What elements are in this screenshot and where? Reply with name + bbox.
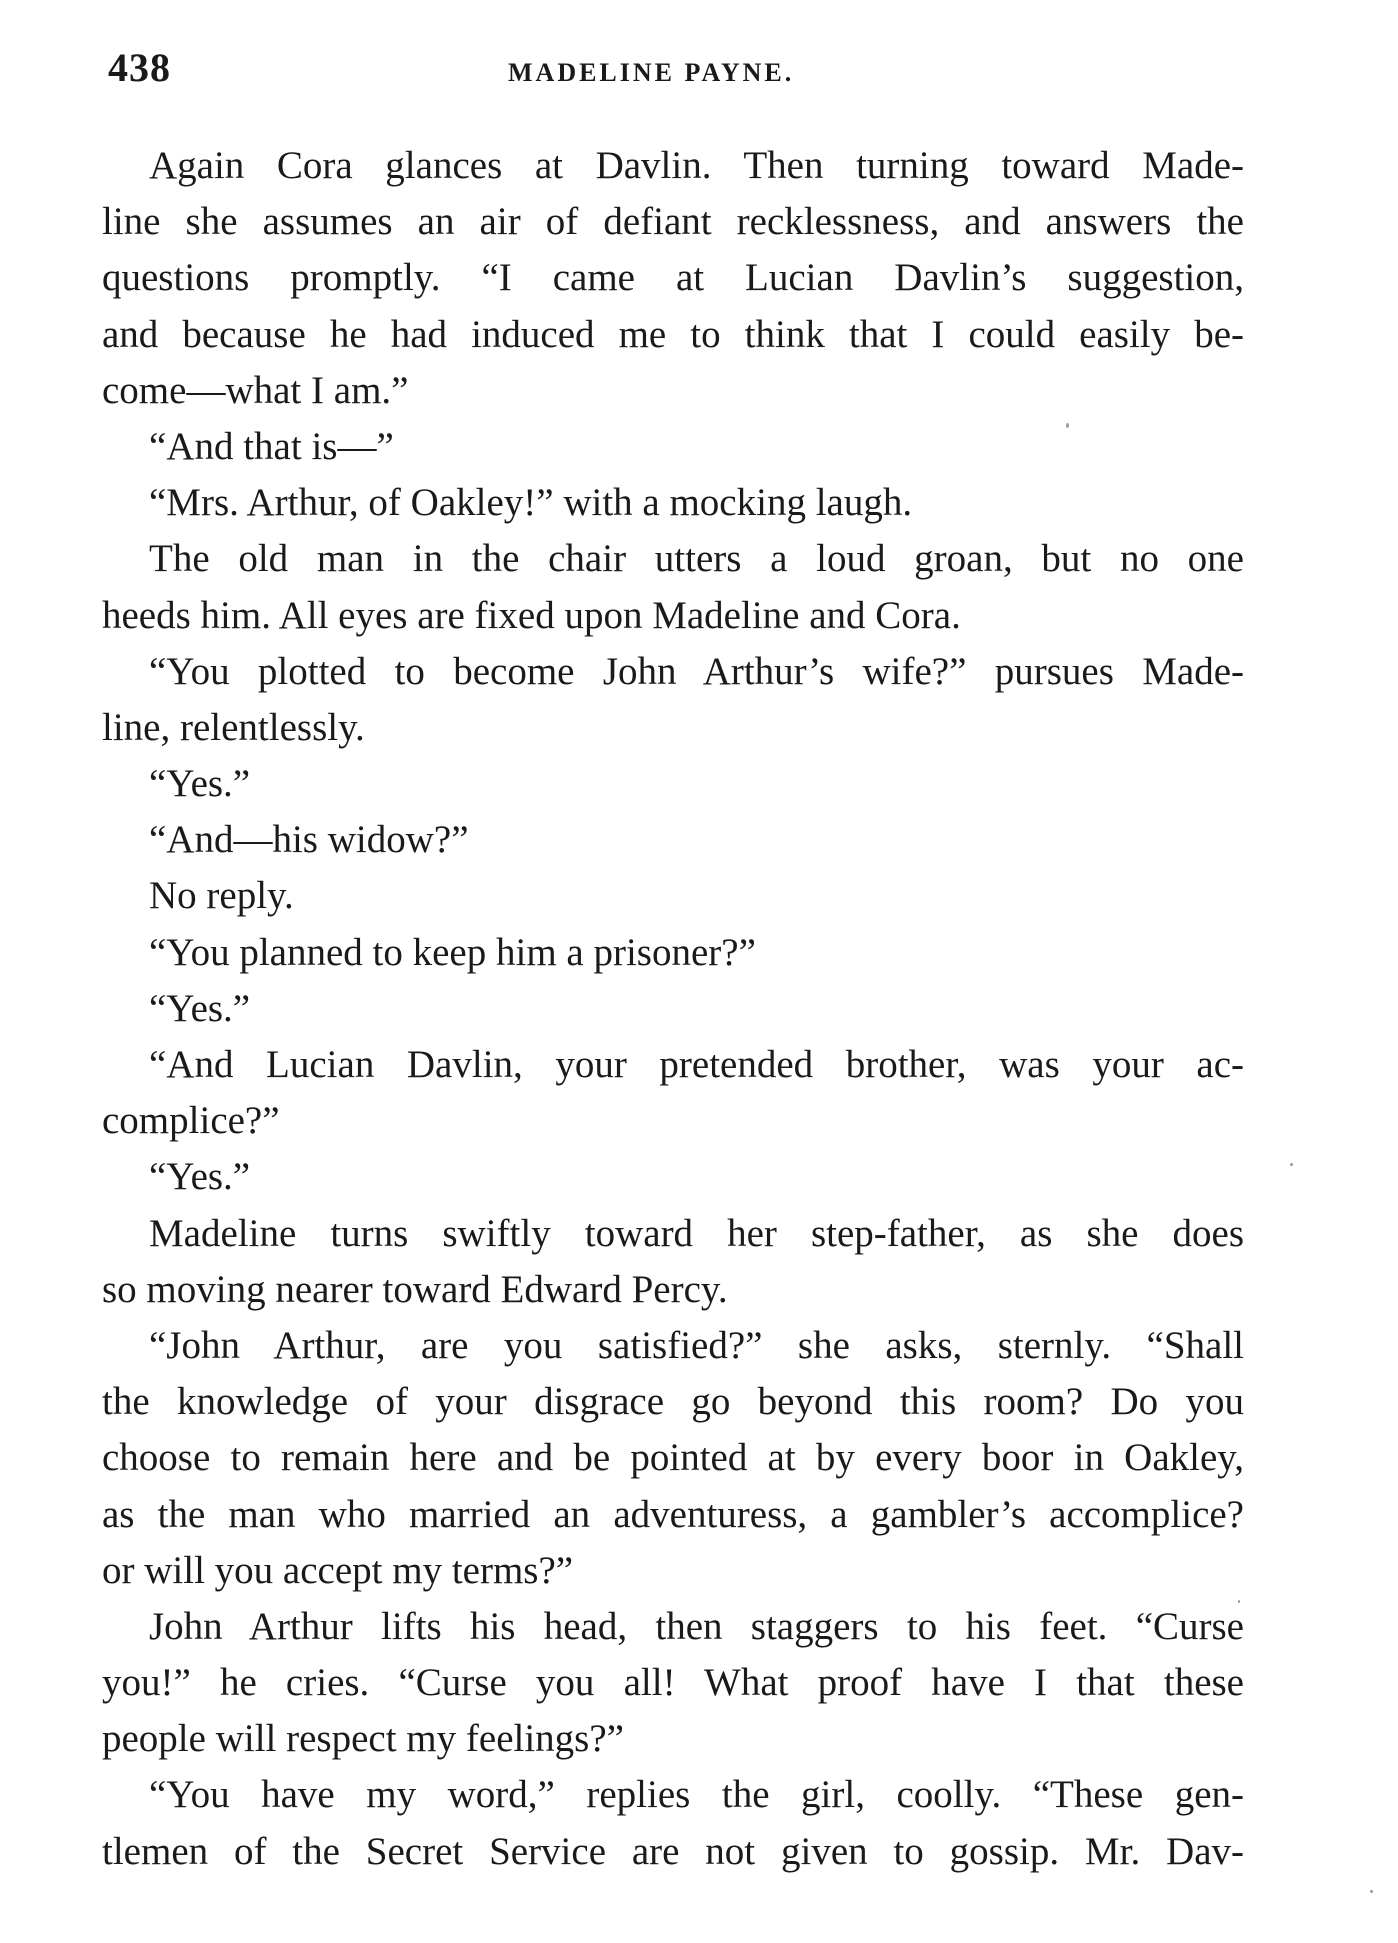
text-line: “John Arthur, are you satisfied?” she asks, sternly. “Shall: [149, 1323, 1244, 1367]
text-line: “And—his widow?”: [149, 818, 469, 862]
text-line: and because he had induced me to think that I could easily be-: [102, 312, 1244, 356]
text-line: tlemen of the Secret Service are not given to gossip. Mr. Dav-: [102, 1829, 1244, 1873]
text-line: John Arthur lifts his head, then staggers to his feet. “Curse: [149, 1604, 1244, 1648]
running-head: [108, 44, 1248, 104]
text-line: you!” he cries. “Curse you all! What proof have I that these: [102, 1661, 1244, 1705]
text-line: line she assumes an air of defiant recklessness, and answers the: [102, 200, 1244, 244]
text-line: “You plotted to become John Arthur’s wife?” pursues Made-: [149, 649, 1244, 693]
text-line: “Yes.”: [149, 762, 251, 806]
text-line: come—what I am.”: [102, 368, 409, 412]
text-line: complice?”: [102, 1099, 280, 1143]
page-number: 438: [108, 45, 171, 90]
body-text: [102, 138, 1244, 1880]
text-line: choose to remain here and be pointed at by every boor in Oakley,: [102, 1436, 1244, 1480]
paper-speck: [1290, 1163, 1293, 1166]
paper-speck: [1370, 1890, 1373, 1893]
paper-speck: [1238, 1600, 1240, 1603]
text-line: as the man who married an adventuress, a gambler’s accomplice?: [102, 1492, 1244, 1536]
running-title: MADELINE PAYNE.: [508, 58, 795, 87]
text-line: “You planned to keep him a prisoner?”: [149, 930, 756, 974]
text-line: so moving nearer toward Edward Percy.: [102, 1267, 728, 1311]
text-line: or will you accept my terms?”: [102, 1548, 574, 1592]
text-line: line, relentlessly.: [102, 705, 365, 749]
text-line: “Yes.”: [149, 1155, 251, 1199]
text-line: “Yes.”: [149, 986, 251, 1030]
text-line: heeds him. All eyes are fixed upon Madeline and Cora.: [102, 593, 961, 637]
text-line: “And that is—”: [149, 424, 394, 468]
text-line: the knowledge of your disgrace go beyond this room? Do you: [102, 1380, 1244, 1424]
text-line: questions promptly. “I came at Lucian Davlin’s suggestion,: [102, 256, 1244, 300]
text-line: The old man in the chair utters a loud groan, but no one: [149, 537, 1244, 581]
text-line: No reply.: [149, 874, 294, 918]
text-line: Madeline turns swiftly toward her step-father, as she does: [149, 1211, 1244, 1255]
paper-speck: [1066, 423, 1069, 428]
text-line: “You have my word,” replies the girl, coolly. “These gen-: [149, 1773, 1244, 1817]
text-line: “And Lucian Davlin, your pretended brother, was your ac-: [149, 1043, 1244, 1086]
text-line: “Mrs. Arthur, of Oakley!” with a mocking laugh.: [149, 481, 913, 525]
text-line: people will respect my feelings?”: [102, 1717, 624, 1761]
text-line: Again Cora glances at Davlin. Then turning toward Made-: [149, 144, 1244, 187]
